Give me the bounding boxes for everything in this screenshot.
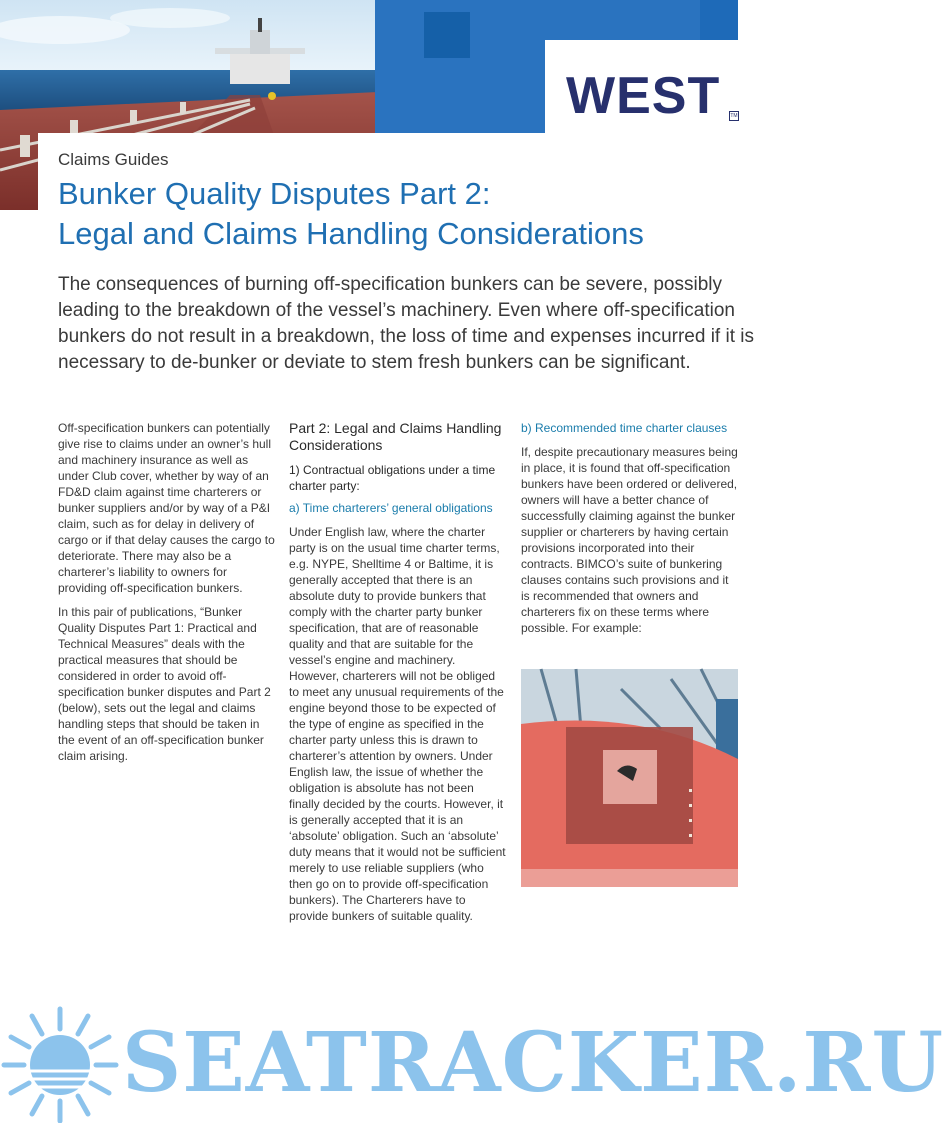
decorative-blue-square [424, 12, 470, 58]
west-logo[interactable]: WEST [566, 67, 721, 125]
subsection-title: b) Recommended time charter clauses [521, 421, 728, 435]
column-1 [58, 420, 276, 772]
page-title [58, 174, 758, 254]
column-3 [521, 420, 739, 644]
section-heading: Part 2: Legal and Claims Handling Considerations [289, 420, 502, 453]
subsection-title: a) Time charterers’ general obligations [289, 501, 493, 515]
column-2 [289, 420, 507, 932]
paragraph: If, despite precautionary measures being in place, it is found that off-specification bunkers have been ordered or delivered, owners will have a better chance of successfully claiming against the bunker supplier or charterers by having certain provisions incorporated into their contracts. BIMCO’s suite of bunkering clauses contains such provisions and it is recommended that owners and charterers fix on these terms where possible. For example: [521, 445, 738, 635]
trademark-mark: TM [730, 113, 738, 119]
paragraph: Under English law, where the charter party is on the usual time charter terms, e.g. NYPE, Shelltime 4 or Baltime, it is generally accepted that there is an absolute duty to provide bunkers that comply with the charter party bunker specification, that are of reasonable quality and that are suitable for the vessel’s engine and machinery. However, charterers will not be obliged to meet any unusual requirements of the engine beyond those to be expected of the type of engine as specified in the charter party unless this is drawn to charterer’s attention by owners. Under English law, the issue of whether the obligation is absolute has not been finally decided by the courts. However, it is generally accepted that it is an ‘absolute’ obligation. Such an ‘absolute’ duty means that it would not be sufficient merely to use reliable suppliers (who then go on to provide off-specification bunkers). The Charterers have to provide bunkers of suitable quality. [289, 525, 506, 923]
watermark-text: SEATRACKER.RU [122, 1015, 944, 1111]
intro-paragraph: The consequences of burning off-specification bunkers can be severe, possibly leading to the breakdown of the vessel’s machinery. Even where off-specification bunkers do not result in a breakdown, the loss of time and expenses incurred if it is necessary to de-bunker or deviate to stem fresh bunkers can be significant. [58, 274, 754, 373]
decorative-blue-strip-accent [700, 0, 738, 40]
paragraph: In this pair of publications, “Bunker Quality Disputes Part 1: Practical and Technical Measures” deals with the practical measures that should be considered in order to avoid off-specification bunker disputes and Part 2 (below), sets out the legal and claims handling steps that should be taken in the event of an off-specification bunker claim arising. [58, 605, 271, 763]
title-line-1: Bunker Quality Disputes Part 2: [58, 176, 491, 211]
kicker: Claims Guides [58, 150, 169, 169]
title-line-2: Legal and Claims Handling Considerations [58, 216, 644, 251]
ship-hull-photo [521, 669, 738, 887]
subsection-heading: 1) Contractual obligations under a time charter party: [289, 463, 496, 493]
paragraph: Off-specification bunkers can potentially give rise to claims under an owner’s hull and machinery insurance as well as under Club cover, whether by way of an FD&D claim against time charterers or bunker suppliers and/or by way of a P&I claim, such as for delay in delivery of cargo or if that delay causes the cargo to deteriorate. There may also be a charterer’s liability to owners for providing off-specification bunkers. [58, 421, 275, 595]
